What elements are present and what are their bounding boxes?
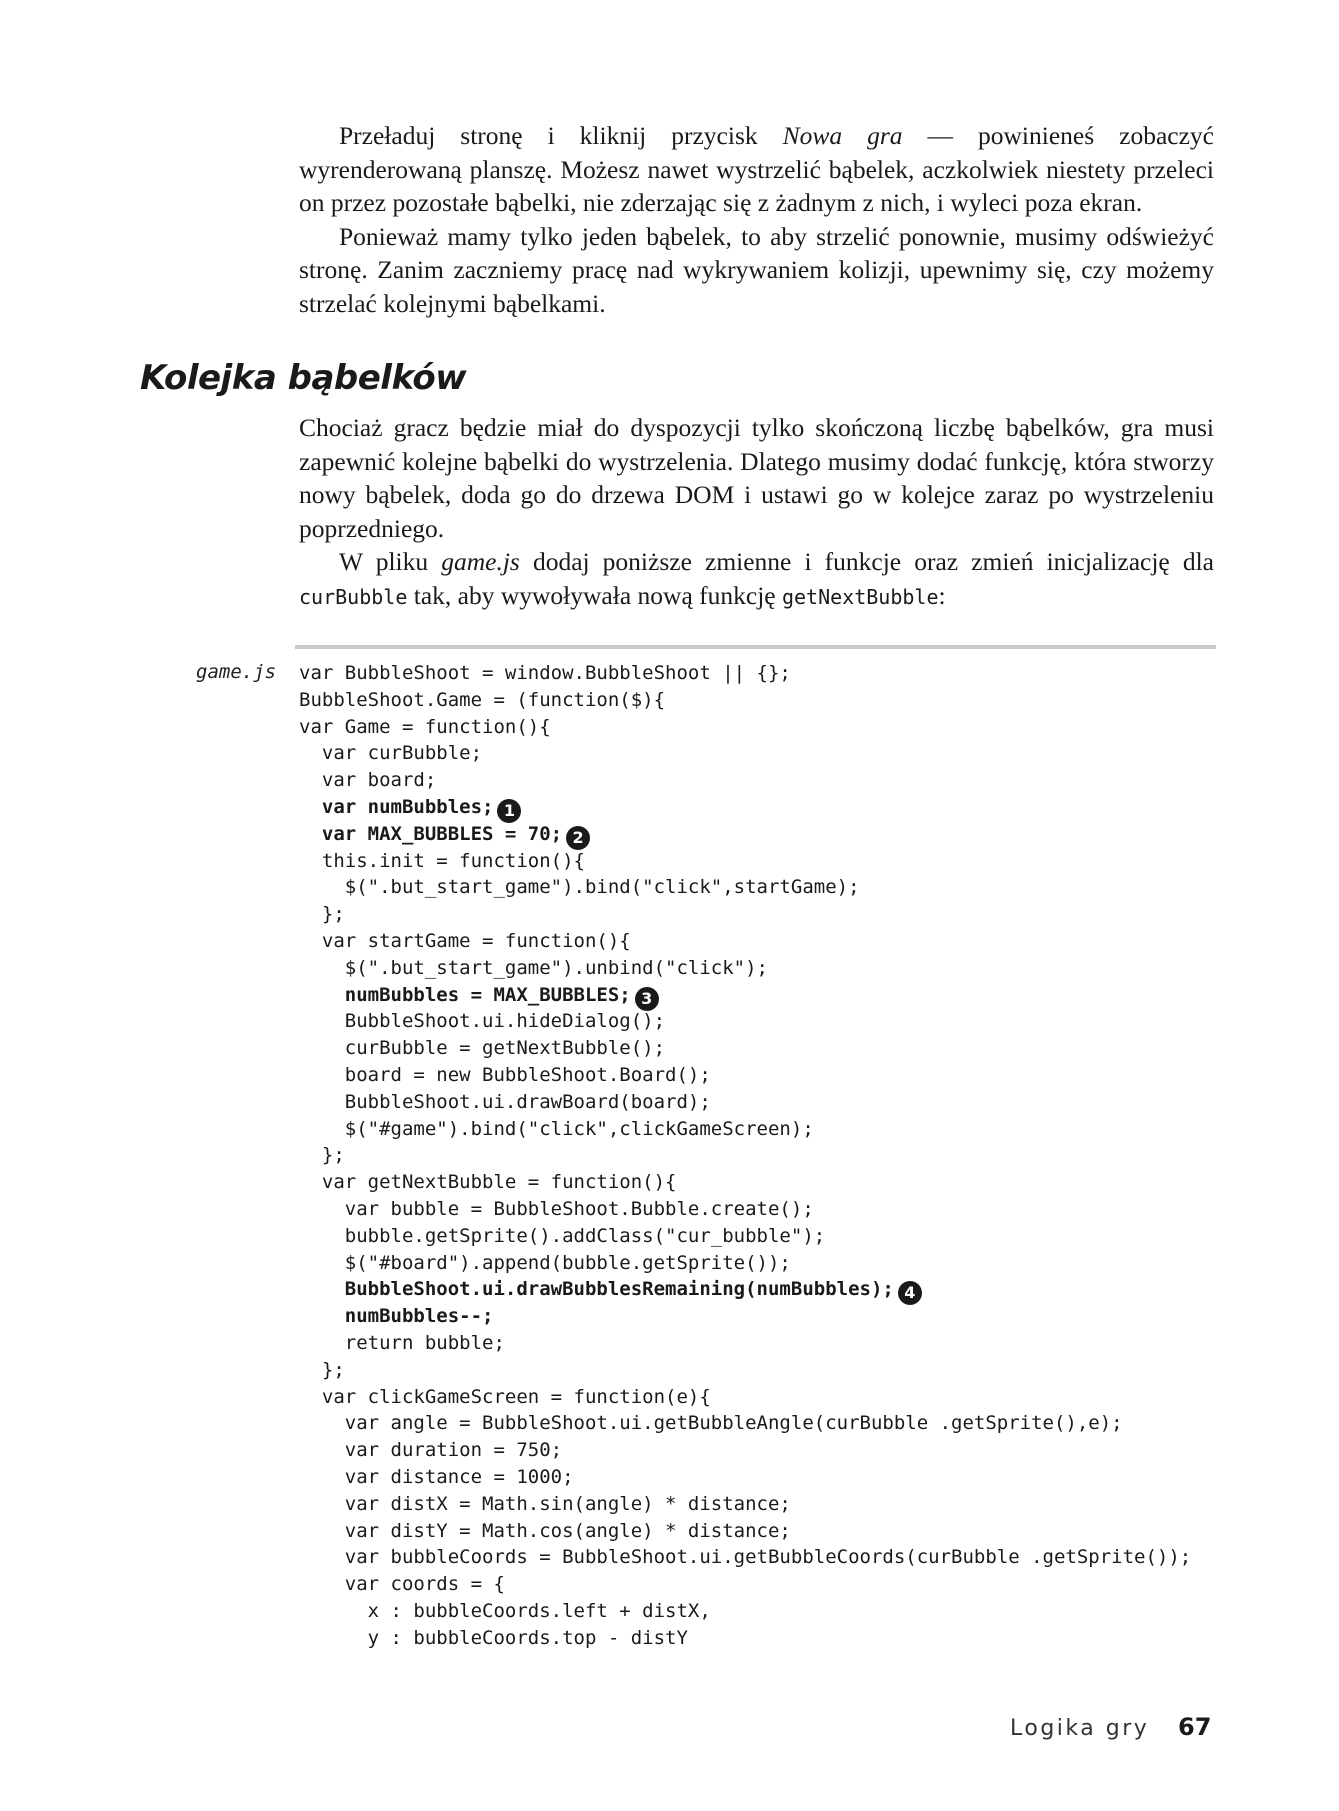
page-number: 67 [1178,1713,1212,1741]
code-line: }; [299,1358,345,1381]
code-listing [299,660,1191,1651]
code-divider [295,645,1216,649]
inline-code-curbubble: curBubble [299,584,408,609]
code-line: bubble.getSprite().addClass("cur_bubble"); [299,1224,826,1247]
code-line-highlighted: numBubbles--; [299,1305,494,1328]
inline-filename: game.js [441,547,520,576]
code-line: }; [299,1144,345,1167]
code-line: var getNextBubble = function(){ [299,1171,677,1194]
intro-paragraph-1: Przeładuj stronę i kliknij przycisk Nowa gra — powinieneś zobaczyć wyrenderowaną planszę. Możesz nawet wystrzelić bąbelek, aczkolwiek niestety przeleci on przez pozostałe bąbelki, nie zderzając się z żadnym z nich, i wyleci poza ekran. [299,121,1214,217]
section-paragraph-1: Chociaż gracz będzie miał do dyspozycji tylko skończoną liczbę bąbelków, gra musi zapewnić kolejne bąbelki do wystrzelenia. Dlatego musimy dodać funkcję, która stworzy nowy bąbelek, doda go do drzewa DOM i ustawi go w kolejce zaraz po wystrzeleniu poprzedniego. [299,413,1214,543]
code-line: var coords = { [299,1573,505,1596]
callout-marker-2: 2 [566,826,590,850]
code-line: curBubble = getNextBubble(); [299,1037,666,1060]
code-line: var distY = Math.cos(angle) * distance; [299,1519,791,1542]
code-line: var distance = 1000; [299,1465,574,1488]
code-line: }; [299,903,345,926]
code-line: var bubbleCoords = BubbleShoot.ui.getBubbleCoords(curBubble .getSprite()); [299,1546,1192,1569]
code-line: y : bubbleCoords.top - distY [299,1626,688,1649]
code-line: board = new BubbleShoot.Board(); [299,1063,711,1086]
code-line-highlighted: var MAX_BUBBLES = 70; 2 [299,821,1191,848]
code-line: var distX = Math.sin(angle) * distance; [299,1492,791,1515]
code-line: var duration = 750; [299,1439,563,1462]
code-line: var angle = BubbleShoot.ui.getBubbleAngle(curBubble .getSprite(),e); [299,1412,1123,1435]
section-paragraph-2: W pliku game.js dodaj poniższe zmienne i funkcje oraz zmień inicjalizację dla curBubble tak, aby wywoływała nową funkcję getNextBubble: [299,547,1214,610]
button-name-new-game: Nowa gra [782,121,903,150]
code-line: var BubbleShoot = window.BubbleShoot || {}; [299,662,791,684]
code-line: $(".but_start_game").bind("click",startGame); [299,876,860,899]
code-line: var clickGameScreen = function(e){ [299,1385,711,1408]
code-line: var board; [299,769,437,792]
inline-code-getnextbubble: getNextBubble [781,584,939,609]
code-file-label: game.js [196,661,277,683]
code-line-highlighted: numBubbles = MAX_BUBBLES; 3 [299,982,1191,1009]
code-line: var bubble = BubbleShoot.Bubble.create(); [299,1197,814,1220]
intro-paragraph-2: Ponieważ mamy tylko jeden bąbelek, to aby strzelić ponownie, musimy odświeżyć stronę. Zanim zaczniemy pracę nad wykrywaniem kolizji, upewnimy się, czy możemy strzelać kolejnymi bąbelkami. [299,221,1214,318]
callout-marker-4: 4 [898,1281,922,1305]
code-line-highlighted: BubbleShoot.ui.drawBubblesRemaining(numBubbles); 4 [299,1276,1191,1303]
running-footer-title: Logika gry [1010,1716,1150,1741]
section-text [299,411,1214,614]
callout-marker-3: 3 [635,987,659,1011]
code-line: var Game = function(){ [299,715,551,738]
code-line: BubbleShoot.Game = (function($){ [299,688,666,711]
code-line: BubbleShoot.ui.drawBoard(board); [299,1090,711,1113]
code-line: return bubble; [299,1331,505,1354]
code-line: $("#game").bind("click",clickGameScreen); [299,1117,814,1140]
code-line: $("#board").append(bubble.getSprite()); [299,1251,791,1274]
callout-marker-1: 1 [497,799,521,823]
code-line: var curBubble; [299,742,483,765]
code-line: $(".but_start_game").unbind("click"); [299,956,768,979]
code-line-highlighted: var numBubbles; 1 [299,794,1191,821]
intro-text [299,119,1214,320]
code-line: x : bubbleCoords.left + distX, [299,1599,711,1622]
code-line: var startGame = function(){ [299,929,631,952]
code-line: this.init = function(){ [299,849,585,872]
section-heading: Kolejka bąbelków [140,358,467,398]
code-line: BubbleShoot.ui.hideDialog(); [299,1010,666,1033]
